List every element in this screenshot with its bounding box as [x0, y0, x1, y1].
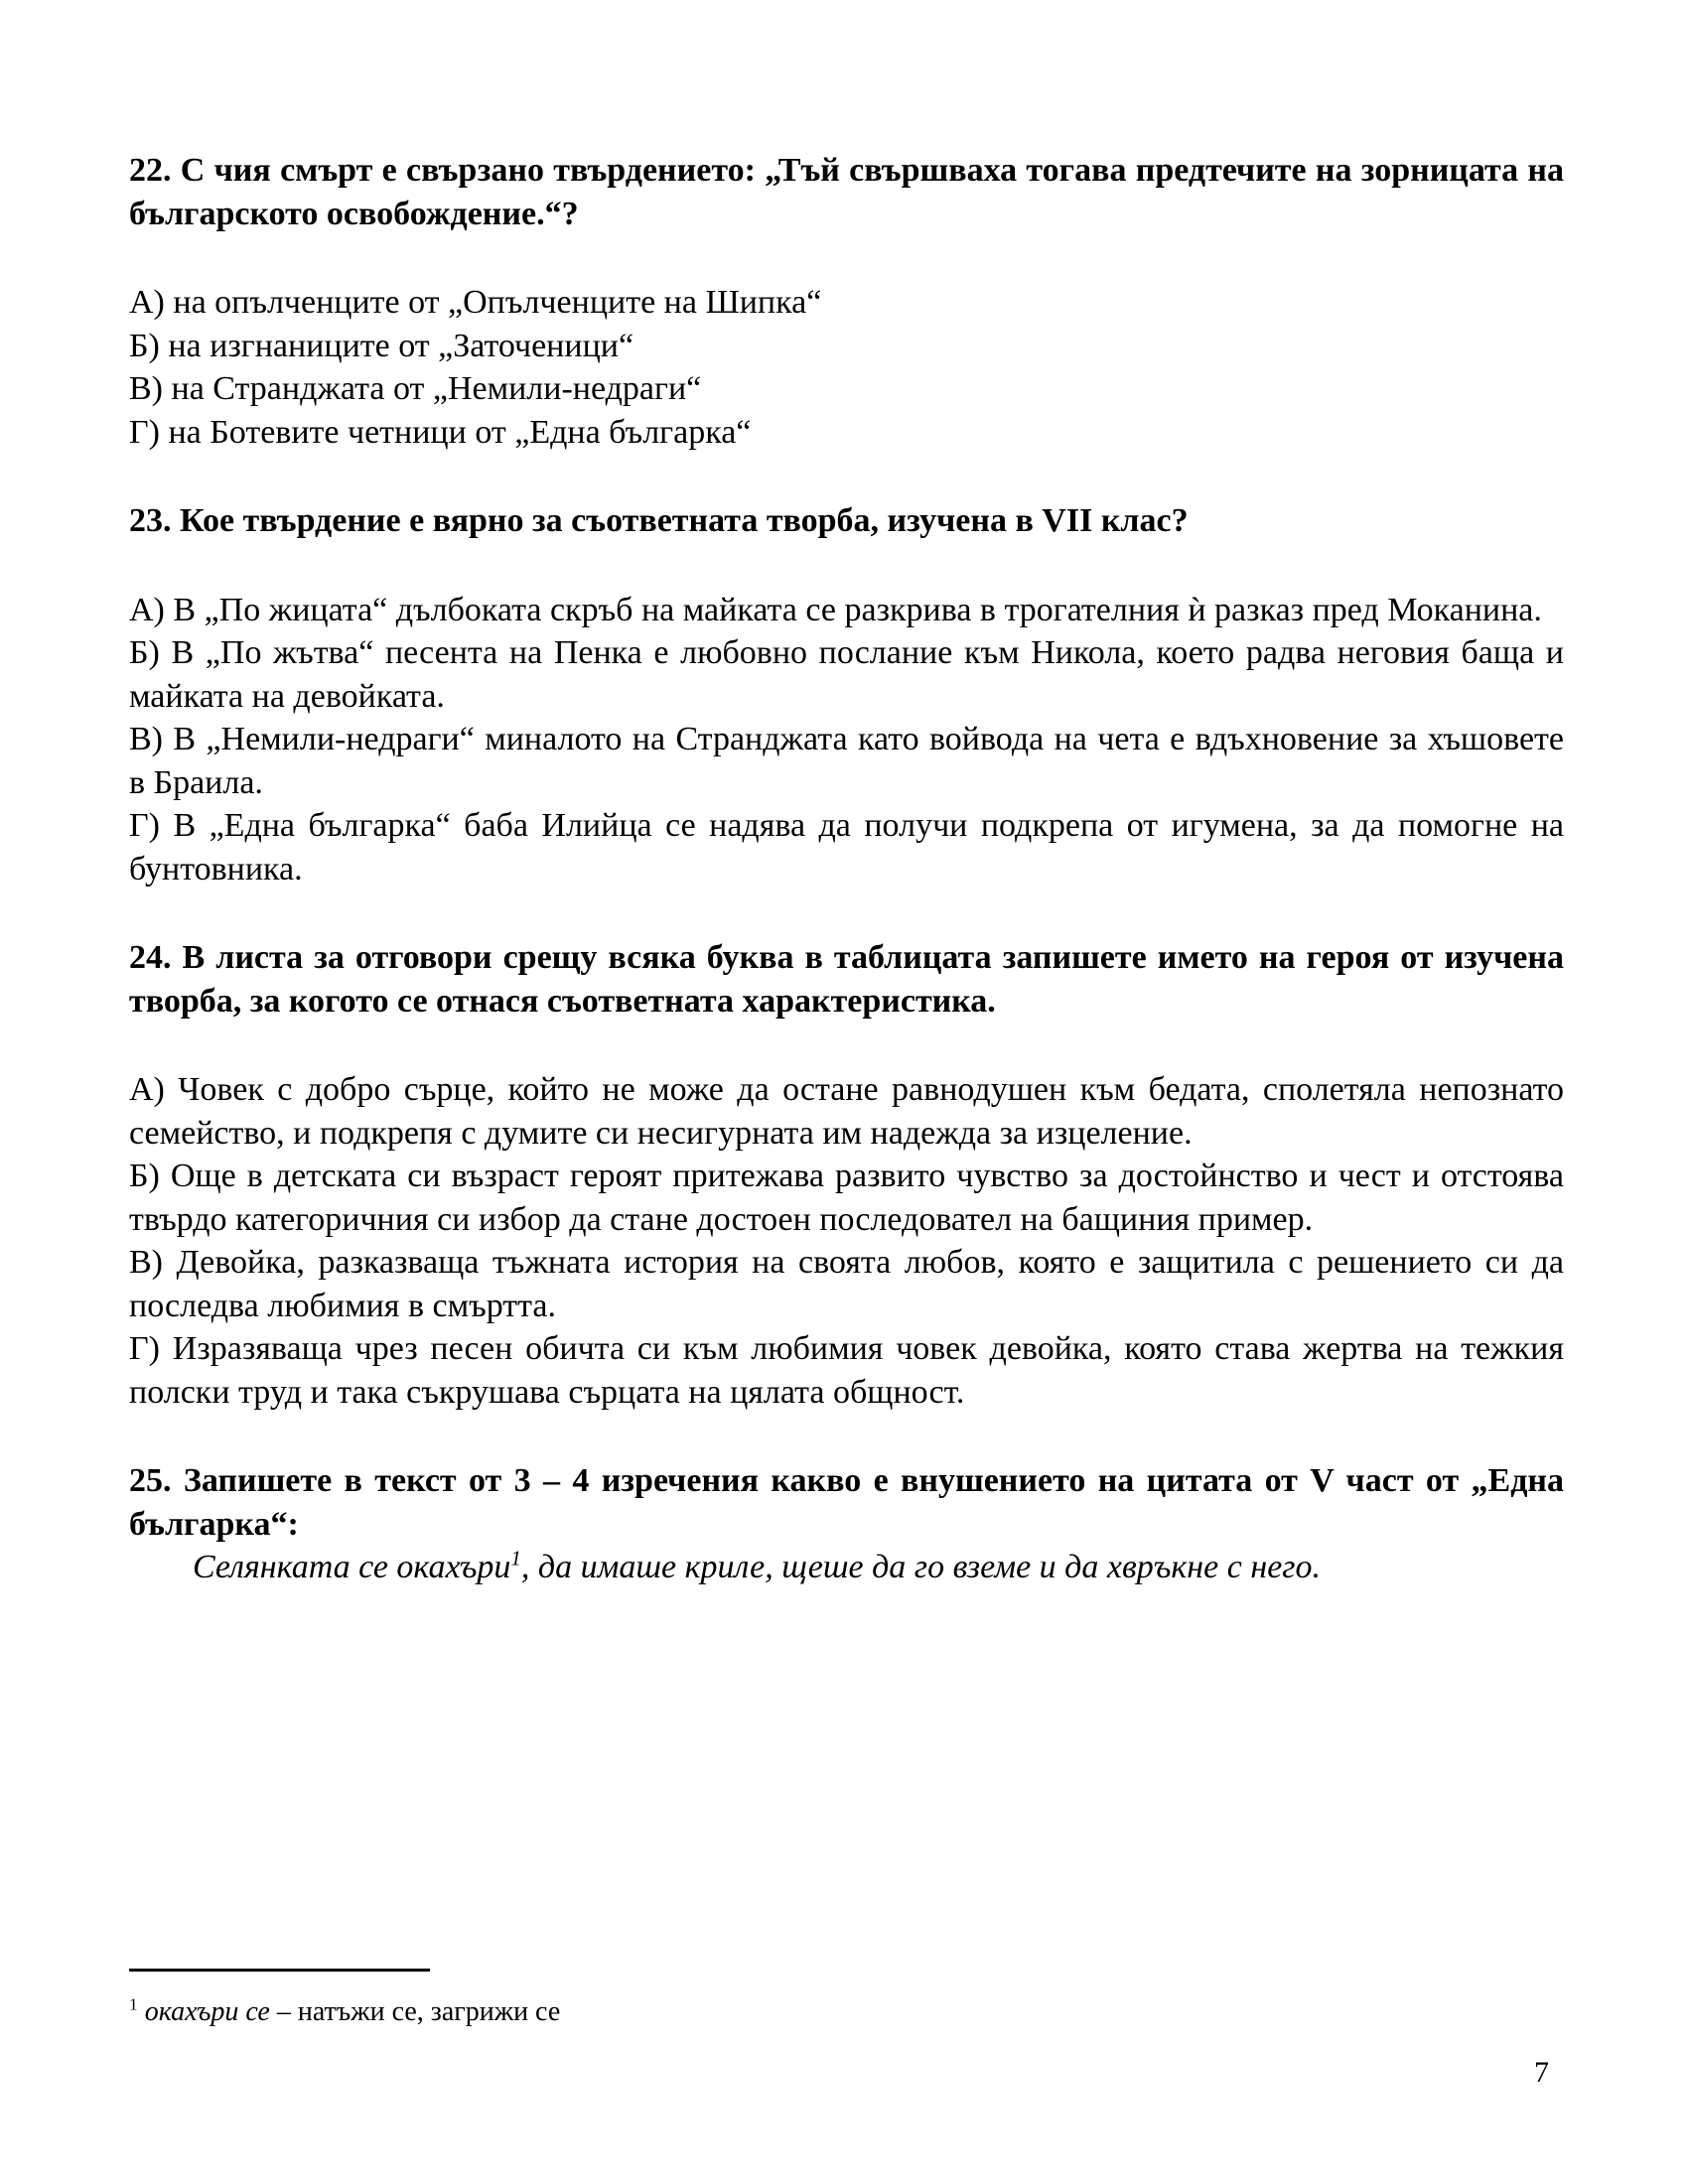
question-25	[129, 1459, 1564, 1589]
question-22	[129, 149, 1564, 454]
question-23-option-v: В) В „Немили-недраги“ миналото на Странджата като войвода на чета е вдъхновение за хъшовете в Браила.	[129, 721, 1564, 801]
quote-text-end: , да имаше криле, щеше да го вземе и да хвръкне с него.	[520, 1549, 1322, 1585]
question-24-options	[129, 1068, 1564, 1414]
question-22-option-g: Г) на Ботевите четници от „Една българка“	[129, 413, 752, 451]
footnote-definition: – натъжи се, загрижи се	[276, 1996, 561, 2027]
question-22-option-v: В) на Странджата от „Немили-недраги“	[129, 370, 702, 407]
question-23-option-g: Г) В „Една българка“ баба Илийца се надява да получи подкрепа от игумена, за да помогне на бунтовника.	[129, 807, 1564, 887]
question-25-heading	[129, 1459, 1564, 1546]
footnote	[129, 1993, 560, 2031]
question-24-option-a: А) Човек с добро сърце, който не може да остане равнодушен към бедата, сполетяла непознато семейство, и подкрепя с думите си несигурната им надежда за изцеление.	[129, 1071, 1564, 1152]
question-23-heading	[129, 499, 1564, 543]
question-22-heading	[129, 149, 1564, 235]
question-24	[129, 936, 1564, 1414]
footnote-reference: 1	[510, 1546, 521, 1570]
quote-text-start: Селянката се окахъри	[193, 1549, 511, 1585]
footnote-separator	[129, 1969, 430, 1972]
footnote-marker: 1	[129, 1994, 138, 2014]
question-24-option-b: Б) Още в детската си възраст героят притежава развито чувство за достойнство и чест и отстоява твърдо категоричния си избор да стане достоен последовател на бащиния пример.	[129, 1158, 1564, 1238]
question-22-option-b: Б) на изгнаниците от „Заточеници“	[129, 327, 634, 364]
question-24-option-v: В) Девойка, разказваща тъжната история на своята любов, която е защитила с решението си да последва любимия в смъртта.	[129, 1244, 1564, 1324]
question-22-number: 22.	[129, 152, 172, 189]
question-25-number: 25.	[129, 1462, 172, 1499]
question-24-option-g: Г) Изразяваща чрез песен обичта си към любимия човек девойка, която става жертва на тежкия полски труд и така съкрушава сърцата на цялата общност.	[129, 1330, 1564, 1411]
question-23-prompt: Кое твърдение е вярно за съответната творба, изучена в VII клас?	[180, 502, 1189, 539]
question-22-option-a: А) на опълченците от „Опълченците на Шипка“	[129, 284, 822, 321]
question-23-option-b: Б) В „По жътва“ песента на Пенка е любовно послание към Никола, което радва неговия баща и майката на девойката.	[129, 634, 1564, 715]
question-22-options	[129, 281, 1564, 454]
question-23	[129, 499, 1564, 890]
question-24-number: 24.	[129, 939, 172, 976]
question-23-options	[129, 589, 1564, 891]
question-23-option-a: А) В „По жицата“ дълбоката скръб на майката се разкрива в трогателния ѝ разказ пред Моканина.	[129, 591, 1542, 628]
question-25-prompt: Запишете в текст от 3 – 4 изречения какво е внушението на цитата от V част от „Една българка“:	[129, 1462, 1565, 1543]
question-23-number: 23.	[129, 502, 172, 539]
footnote-term: окахъри се	[144, 1996, 270, 2027]
page-number: 7	[1534, 2056, 1549, 2089]
question-24-prompt: В листа за отговори срещу всяка буква в таблицата запишете името на героя от изучена творба, за когото се отнася съответната характеристика.	[129, 939, 1564, 1020]
question-22-prompt: С чия смърт е свързано твърдението: „Тъй свършваха тогава предтечите на зорницата на българското освобождение.“?	[129, 152, 1565, 232]
question-25-quote	[129, 1546, 1564, 1589]
question-24-heading	[129, 936, 1564, 1023]
